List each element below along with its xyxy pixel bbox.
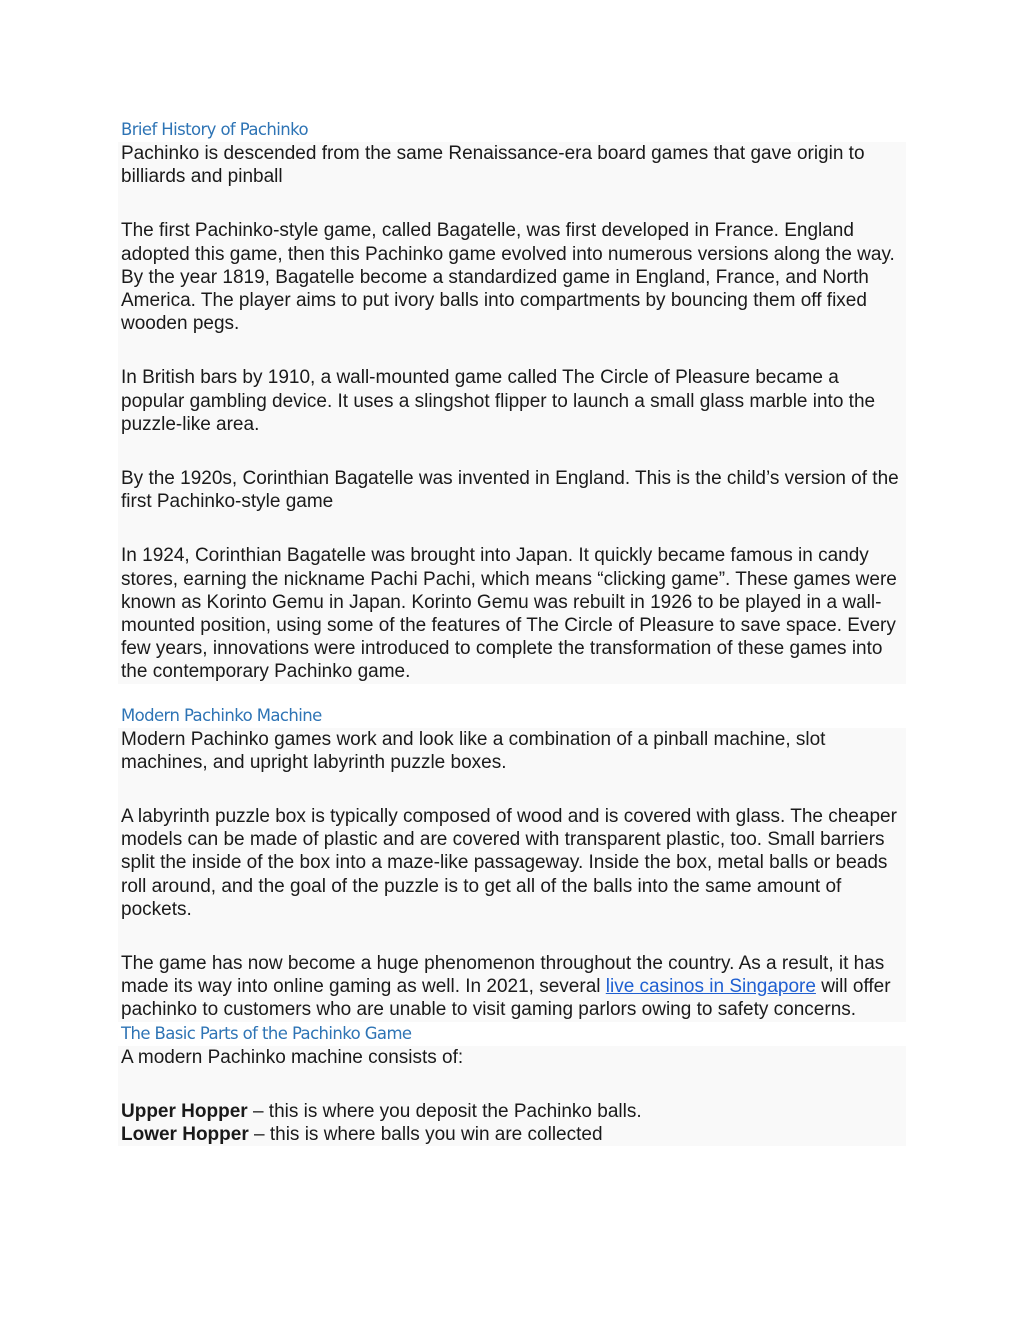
live-casinos-link[interactable]: live casinos in Singapore	[605, 976, 816, 998]
paragraph: Pachinko is descended from the same Renaissance-era board games that gave origin to billiards and pinball	[121, 143, 865, 188]
part-item-lower-hopper	[121, 1123, 903, 1146]
section-body-basic-parts	[118, 1046, 906, 1147]
section-heading-basic-parts: The Basic Parts of the Pachinko Game	[121, 1023, 412, 1043]
section-body-modern-machine	[118, 728, 906, 1022]
document-page	[118, 118, 906, 1146]
part-description: – this is where you deposit the Pachinko balls.	[247, 1100, 642, 1122]
section-heading-modern-machine: Modern Pachinko Machine	[121, 705, 322, 725]
paragraph: Modern Pachinko games work and look like a combination of a pinball machine, slot machines, and upright labyrinth puzzle boxes.	[121, 728, 826, 773]
part-item-upper-hopper	[121, 1100, 903, 1123]
paragraph: In 1924, Corinthian Bagatelle was brought into Japan. It quickly became famous in candy stores, earning the nickname Pachi Pachi, which means “clicking game”. These games were known as Korinto Gemu in Japan. Korinto Gemu was rebuilt in 1926 to be played in a wall-mounted position, using some of the features of The Circle of Pleasure to save space. Every few years, innovations were introduced to complete the transformation of these games into the contemporary Pachinko game.	[121, 545, 897, 683]
paragraph-text-before-link: The game has now become a huge phenomenon throughout the country. As a result, it has made its way into online gaming as well. In 2021, several	[121, 953, 885, 998]
part-term: Upper Hopper	[121, 1100, 248, 1122]
paragraph: The first Pachinko-style game, called Bagatelle, was first developed in France. England adopted this game, then this Pachinko game evolved into numerous versions along the way. By the year 1819, Bagatelle become a standardized game in England, France, and North America. The player aims to put ivory balls into compartments by bouncing them off fixed wooden pegs.	[121, 220, 895, 335]
paragraph: A labyrinth puzzle box is typically composed of wood and is covered with glass. The cheaper models can be made of plastic and are covered with transparent plastic, too. Small barriers split the inside of the box into a maze-like passageway. Inside the box, metal balls or beads roll around, and the goal of the puzzle is to get all of the balls into the same amount of pockets.	[121, 806, 897, 920]
section-heading-brief-history: Brief History of Pachinko	[121, 120, 308, 139]
part-description: – this is where balls you win are collected	[248, 1124, 603, 1146]
section-body-brief-history	[118, 142, 906, 684]
paragraph-text-after-link: will offer pachinko to customers who are unable to visit gaming parlors owing to safety concerns.	[121, 976, 891, 1021]
paragraph-with-link	[121, 952, 903, 1022]
paragraph: By the 1920s, Corinthian Bagatelle was invented in England. This is the child’s version of the first Pachinko-style game	[121, 468, 899, 513]
part-term: Lower Hopper	[121, 1124, 249, 1146]
paragraph: A modern Pachinko machine consists of:	[121, 1046, 464, 1068]
paragraph: In British bars by 1910, a wall-mounted game called The Circle of Pleasure became a popular gambling device. It uses a slingshot flipper to launch a small glass marble into the puzzle-like area.	[121, 367, 876, 435]
